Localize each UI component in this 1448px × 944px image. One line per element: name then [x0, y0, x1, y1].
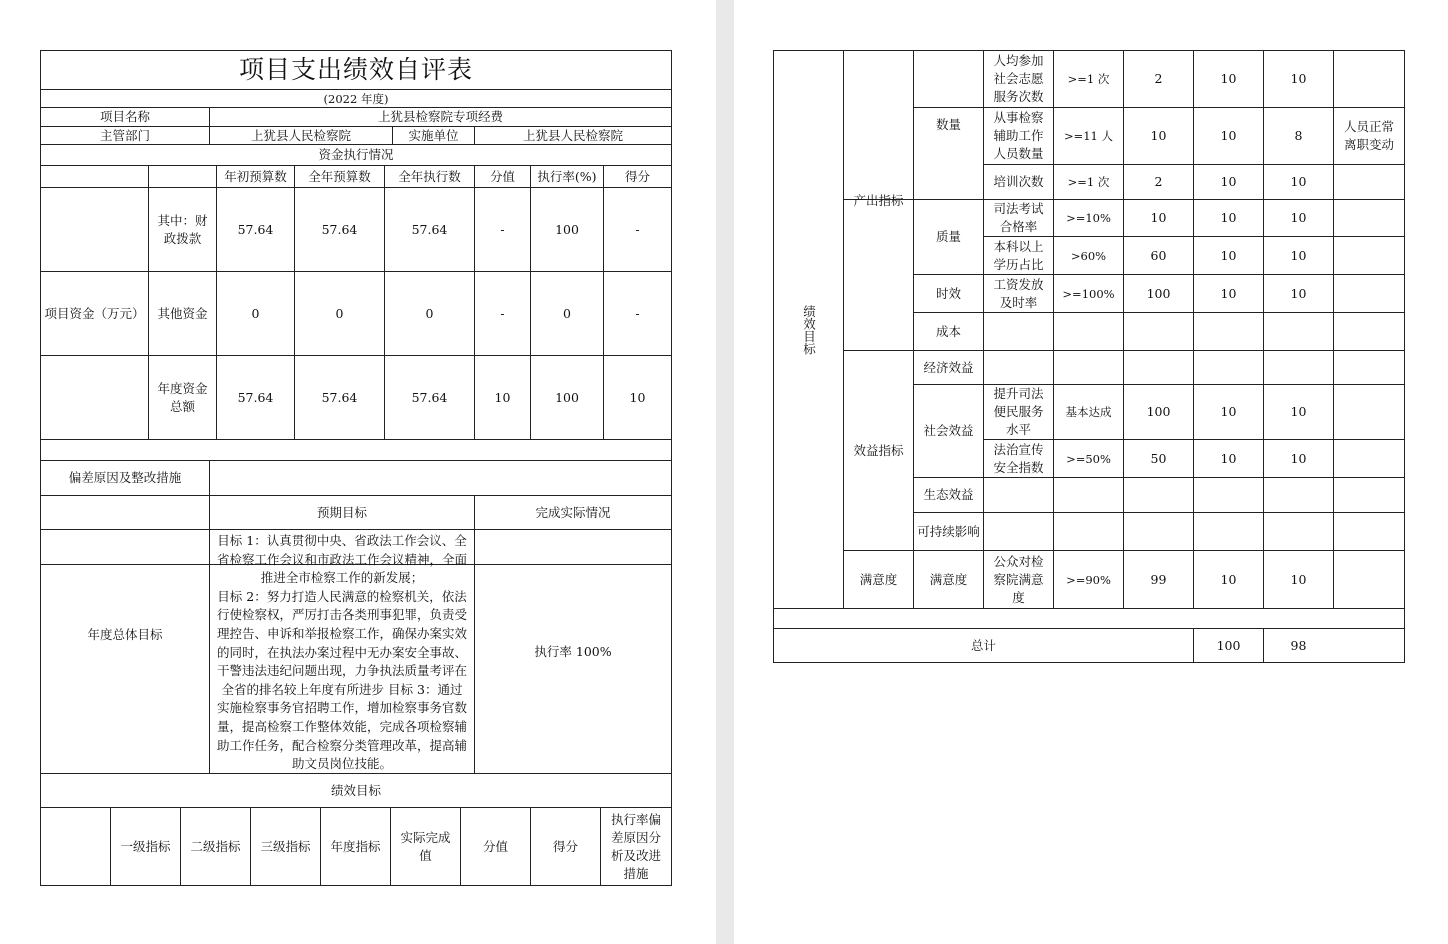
- perf-col-header: 分值: [482, 838, 508, 854]
- indicator-name: 法治宣传安全指数: [993, 441, 1044, 475]
- indicator-note: [1334, 385, 1404, 439]
- indicator-score-value: 10: [1220, 71, 1237, 86]
- indicator-score: 10: [1290, 450, 1307, 466]
- indicator-target: >=1 次: [1067, 72, 1110, 86]
- fund-col-header: 年初预算数: [224, 168, 287, 184]
- perf-col-header: 一级指标: [120, 838, 171, 854]
- fund-cell: -: [635, 221, 640, 237]
- table-rule-v: [671, 50, 672, 886]
- total-score: 98: [1290, 637, 1307, 653]
- fund-col-header: 分值: [489, 168, 515, 184]
- fund-row-label: 其他资金: [157, 305, 208, 321]
- table-rule-v: [209, 460, 210, 496]
- expected-goal-text: 目标 1：认真贯彻中央、省政法工作会议、全省检察工作会议和市政法工作会议精神，全面推进全市检察工作的新发展； 目标 2：努力打造人民满意的检察机关，依法行使检察权，严厉打击各类刑事犯罪，负责受理控告、申诉和举报检察工作，确保办案实效的同时，在执法办案过程中无办案安全事故、干警违法违纪问题出现，力争执法质量考评在全省的排名较上年度有所进步 目标 3：通过实施检察事务官招聘工作，增加检察事务官数量，提高检察工作整体效能，完成各项检察辅助工作任务，配合检察分类管理改革，提高辅助文员岗位技能。: [216, 533, 467, 772]
- indicator-actual: 50: [1150, 450, 1167, 466]
- indicator-target: 基本达成: [1065, 405, 1112, 419]
- indicator-target: >=90%: [1066, 572, 1111, 587]
- social-label: 社会效益: [923, 423, 974, 438]
- indicator-score-value: 10: [1220, 571, 1237, 587]
- fund-cell: 0: [563, 305, 571, 321]
- total-label: 总计: [970, 637, 996, 653]
- perf-col-header: 执行率偏差原因分析及改进措施: [610, 811, 661, 881]
- indicator-note: [1334, 275, 1404, 312]
- indicator-score-value: 10: [1220, 404, 1237, 419]
- fund-row-label: 其中：财政拨款: [157, 212, 208, 246]
- ecological-label: 生态效益: [923, 487, 974, 502]
- fund-col-header: 全年预算数: [308, 168, 371, 184]
- year-label: (2022 年度): [323, 91, 389, 106]
- fund-row-label: 年度资金总额: [157, 380, 208, 414]
- indicator-note: [1334, 51, 1404, 107]
- indicator-score-value: 10: [1220, 128, 1237, 143]
- table-rule-v: [1404, 50, 1405, 663]
- fund-cell: 0: [335, 305, 344, 321]
- indicator-target: >=10%: [1066, 211, 1111, 225]
- perf-col-header: 得分: [552, 838, 578, 854]
- performance-indicator-table: [773, 50, 1405, 664]
- indicator-actual: 2: [1154, 174, 1163, 189]
- indicator-name: 培训次数: [993, 174, 1044, 189]
- indicator-score: 10: [1290, 571, 1307, 587]
- indicator-target: >=50%: [1066, 451, 1111, 466]
- indicator-name: 人均参加社会志愿服务次数: [993, 53, 1044, 104]
- fund-cell: 0: [251, 305, 260, 321]
- fund-cell: 57.64: [411, 389, 448, 405]
- indicator-note: [1334, 237, 1404, 274]
- indicator-actual: 2: [1154, 71, 1163, 86]
- perf-col-header: 年度指标: [330, 838, 381, 854]
- indicator-target: >=1 次: [1067, 175, 1110, 189]
- indicator-score: 10: [1290, 71, 1307, 86]
- document-page-2: [734, 0, 1448, 944]
- indicator-target: >60%: [1070, 248, 1107, 263]
- fund-cell: -: [635, 305, 640, 321]
- indicator-target: >=11 人: [1063, 129, 1114, 143]
- indicator-note: [1334, 440, 1404, 477]
- perf-col-header: 三级指标: [260, 838, 311, 854]
- fund-label: 项目资金（万元）: [44, 305, 145, 321]
- indicator-score: 10: [1290, 285, 1307, 301]
- indicator-actual: 10: [1150, 210, 1167, 225]
- table-rule-h: [773, 608, 1405, 609]
- fund-col-header: 执行率(%): [537, 168, 597, 184]
- fund-exec-heading: 资金执行情况: [318, 147, 394, 162]
- indicator-name: 司法考试合格率: [993, 201, 1044, 234]
- indicator-actual: 10: [1150, 128, 1167, 143]
- fund-cell: 100: [555, 389, 579, 405]
- fund-cell: 0: [425, 305, 434, 321]
- fund-cell: 57.64: [321, 389, 358, 405]
- indicator-score: 10: [1290, 404, 1307, 419]
- actual-status-text: 执行率 100%: [534, 643, 612, 659]
- indicator-note: 人员正常离职变动: [1343, 119, 1394, 152]
- indicator-note: [1334, 165, 1404, 199]
- satisfaction-l1-label: 满意度: [859, 571, 898, 587]
- sustainable-label: 可持续影响: [917, 523, 980, 539]
- project-name-value: 上犹县检察院专项经费: [377, 109, 503, 124]
- benefit-indicator-label: 效益指标: [853, 442, 904, 458]
- fund-cell: 57.64: [411, 221, 448, 237]
- fund-cell: 57.64: [237, 389, 274, 405]
- actual-status-header: 完成实际情况: [535, 504, 611, 520]
- fund-col-header: 全年执行数: [398, 168, 461, 184]
- quantity-label: 数量: [935, 117, 961, 132]
- indicator-name: 公众对检察院满意度: [993, 553, 1044, 605]
- impl-label: 实施单位: [408, 127, 459, 143]
- annual-goal-label: 年度总体目标: [87, 626, 163, 642]
- project-name-label: 项目名称: [99, 109, 150, 124]
- table-rule-h: [913, 312, 1405, 313]
- document-page-1: [0, 0, 716, 944]
- dept-value: 上犹县人民检察院: [250, 127, 351, 143]
- table-rule-h: [40, 439, 672, 440]
- perf-target-label: 绩效目标: [801, 304, 817, 355]
- fund-cell: 57.64: [321, 221, 358, 237]
- indicator-score: 10: [1290, 210, 1307, 225]
- dept-label: 主管部门: [99, 127, 150, 143]
- timeliness-label: 时效: [935, 285, 961, 301]
- output-indicator-label: 产出指标: [853, 192, 904, 208]
- project-expenditure-table: [40, 50, 672, 886]
- indicator-name: 工资发放及时率: [993, 276, 1044, 310]
- indicator-score-value: 10: [1220, 210, 1237, 225]
- perf-col-header: 实际完成值: [400, 829, 451, 863]
- indicator-score-value: 10: [1220, 247, 1237, 263]
- indicator-score: 8: [1294, 128, 1303, 143]
- total-value: 100: [1216, 637, 1241, 653]
- fund-cell: 10: [629, 389, 646, 405]
- indicator-note: [1334, 200, 1404, 236]
- quality-label: 质量: [935, 229, 961, 244]
- indicator-name: 提升司法便民服务水平: [993, 386, 1044, 437]
- table-rule-h: [913, 512, 1405, 513]
- indicator-name: 本科以上学历占比: [993, 238, 1044, 272]
- table-rule-h: [913, 477, 1405, 478]
- table-rule-h: [773, 662, 1405, 663]
- indicator-score: 10: [1290, 247, 1307, 263]
- fund-cell: -: [500, 221, 505, 237]
- fund-cell: 57.64: [237, 221, 274, 237]
- indicator-score-value: 10: [1220, 285, 1237, 301]
- fund-col-header: 得分: [624, 168, 650, 184]
- expected-goal-header: 预期目标: [316, 504, 367, 520]
- indicator-note: [1334, 551, 1404, 608]
- indicator-score: 10: [1290, 174, 1307, 189]
- indicator-actual: 100: [1146, 404, 1171, 419]
- indicator-actual: 100: [1146, 285, 1171, 301]
- indicator-actual: 99: [1150, 571, 1167, 587]
- impl-value: 上犹县人民检察院: [522, 127, 623, 143]
- indicator-actual: 60: [1150, 247, 1167, 263]
- perf-col-header: 二级指标: [190, 838, 241, 854]
- satisfaction-l2-label: 满意度: [929, 571, 968, 587]
- fund-cell: -: [500, 305, 505, 321]
- cost-label: 成本: [935, 323, 961, 339]
- fund-cell: 100: [555, 221, 579, 237]
- economic-label: 经济效益: [923, 359, 974, 375]
- table-rule-h: [40, 885, 672, 886]
- perf-target-heading: 绩效目标: [330, 782, 381, 798]
- fund-cell: 10: [494, 389, 511, 405]
- indicator-target: >=100%: [1062, 286, 1115, 301]
- indicator-score-value: 10: [1220, 450, 1237, 466]
- indicator-score-value: 10: [1220, 174, 1237, 189]
- table-title: 项目支出绩效自评表: [238, 55, 473, 84]
- indicator-name: 从事检察辅助工作人员数量: [993, 110, 1044, 161]
- deviation-label: 偏差原因及整改措施: [68, 470, 182, 485]
